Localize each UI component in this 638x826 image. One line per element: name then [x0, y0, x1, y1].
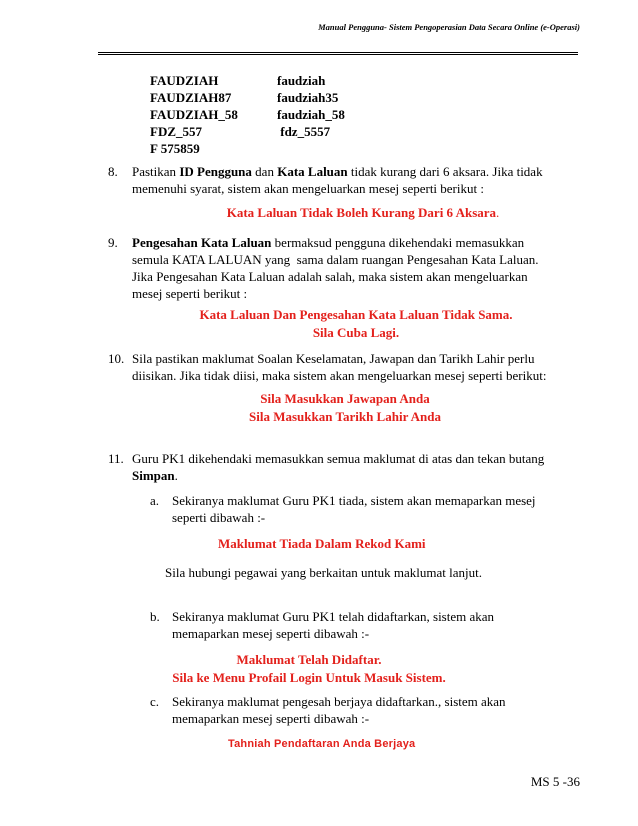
sub-c-line-2: memaparkan mesej seperti dibawah :-	[172, 711, 370, 726]
item-10-text	[132, 350, 602, 384]
example-id: F 575859	[150, 141, 200, 156]
info-message-line-1: Maklumat Telah Didaftar.	[236, 652, 382, 667]
item-9-line-3: Jika Pengesahan Kata Laluan adalah salah, maka sistem akan mengeluarkan	[132, 269, 528, 284]
item-9-line-1	[132, 234, 602, 251]
text-run: Pastikan	[132, 164, 180, 179]
page-number: MS 5 -36	[530, 774, 580, 789]
item-10-line-2: diisikan. Jika tidak diisi, maka sistem akan mengeluarkan mesej seperti berikut:	[132, 368, 547, 383]
item-11-number: 11.	[108, 451, 124, 466]
item-8-text	[132, 163, 592, 197]
item-11-line-2	[132, 467, 602, 484]
text-run: tidak kurang dari 6 aksara. Jika tidak	[347, 164, 543, 179]
example-password: faudziah	[277, 73, 326, 88]
sub-b-message	[0, 651, 618, 687]
example-row	[150, 140, 345, 157]
example-row	[150, 72, 345, 89]
item-8-number: 8.	[108, 164, 118, 179]
simpan-term: Simpan	[132, 468, 175, 483]
item-10-number: 10.	[108, 351, 125, 366]
sub-c-message: Tahniah Pendaftaran Anda Berjaya	[228, 738, 416, 750]
header-rule-bottom	[98, 54, 578, 55]
pengesahan-term: Pengesahan Kata Laluan	[132, 235, 272, 250]
sub-b-text	[172, 608, 592, 642]
sub-a-message: Maklumat Tiada Dalam Rekod Kami	[218, 536, 426, 551]
example-id: FAUDZIAH	[150, 73, 219, 88]
message-period: .	[496, 205, 500, 220]
item-9-text	[132, 234, 602, 302]
example-password: faudziah_58	[277, 107, 345, 122]
header-rule-top	[98, 52, 578, 53]
item-8-message	[0, 204, 638, 222]
example-row	[150, 123, 345, 140]
sub-b-line-2: memaparkan mesej seperti dibawah :-	[172, 626, 370, 641]
item-10-message	[0, 390, 638, 426]
kata-laluan-term: Kata Laluan	[277, 164, 348, 179]
text-run: .	[174, 468, 178, 483]
page-header: Manual Pengguna- Sistem Pengoperasian Data Secara Online (e-Operasi)	[318, 22, 580, 32]
example-row	[150, 106, 345, 123]
error-message-line-1: Sila Masukkan Jawapan Anda	[260, 391, 430, 406]
info-message-line-2: Sila ke Menu Profail Login Untuk Masuk Sistem.	[172, 670, 446, 685]
error-message-line-2: Sila Masukkan Tarikh Lahir Anda	[249, 409, 441, 424]
item-8-line-1	[132, 163, 592, 180]
example-id: FDZ_557	[150, 124, 202, 139]
example-id: FAUDZIAH87	[150, 90, 232, 105]
sub-c-letter: c.	[150, 694, 160, 709]
sub-a-letter: a.	[150, 493, 160, 508]
item-11-line-1: Guru PK1 dikehendaki memasukkan semua maklumat di atas dan tekan butang	[132, 451, 545, 466]
sub-c-line-1: Sekiranya maklumat pengesah berjaya didaftarkan., sistem akan	[172, 694, 506, 709]
example-password: faudziah35	[277, 90, 339, 105]
sub-c-text	[172, 693, 592, 727]
example-id: FAUDZIAH_58	[150, 107, 238, 122]
item-8-line-2: memenuhi syarat, sistem akan mengeluarkan mesej seperti berikut :	[132, 181, 484, 196]
item-9-message	[0, 306, 638, 342]
sub-b-letter: b.	[150, 609, 160, 624]
item-9-line-2: semula KATA LALUAN yang sama dalam ruangan Pengesahan Kata Laluan.	[132, 252, 539, 267]
sub-b-line-1: Sekiranya maklumat Guru PK1 telah didaftarkan, sistem akan	[172, 609, 495, 624]
item-9-number: 9.	[108, 235, 118, 250]
examples-table	[150, 72, 345, 157]
error-message: Kata Laluan Tidak Boleh Kurang Dari 6 Aksara	[226, 205, 497, 220]
sub-a-line-1: Sekiranya maklumat Guru PK1 tiada, sistem akan memaparkan mesej	[172, 493, 536, 508]
sub-a-text	[172, 492, 592, 526]
sub-a-note: Sila hubungi pegawai yang berkaitan untuk maklumat lanjut.	[165, 565, 482, 580]
text-run: bermaksud pengguna dikehendaki memasukkan	[271, 235, 525, 250]
text-run: dan	[251, 164, 278, 179]
id-pengguna-term: ID Pengguna	[179, 164, 252, 179]
item-9-line-4: mesej seperti berikut :	[132, 286, 248, 301]
sub-a-line-2: seperti dibawah :-	[172, 510, 266, 525]
example-row	[150, 89, 345, 106]
error-message-line-1: Kata Laluan Dan Pengesahan Kata Laluan Tidak Sama.	[199, 307, 513, 322]
item-11-text	[132, 450, 602, 484]
error-message-line-2: Sila Cuba Lagi.	[312, 325, 400, 340]
item-10-line-1: Sila pastikan maklumat Soalan Keselamatan, Jawapan dan Tarikh Lahir perlu	[132, 351, 535, 366]
example-password: fdz_5557	[277, 124, 331, 139]
